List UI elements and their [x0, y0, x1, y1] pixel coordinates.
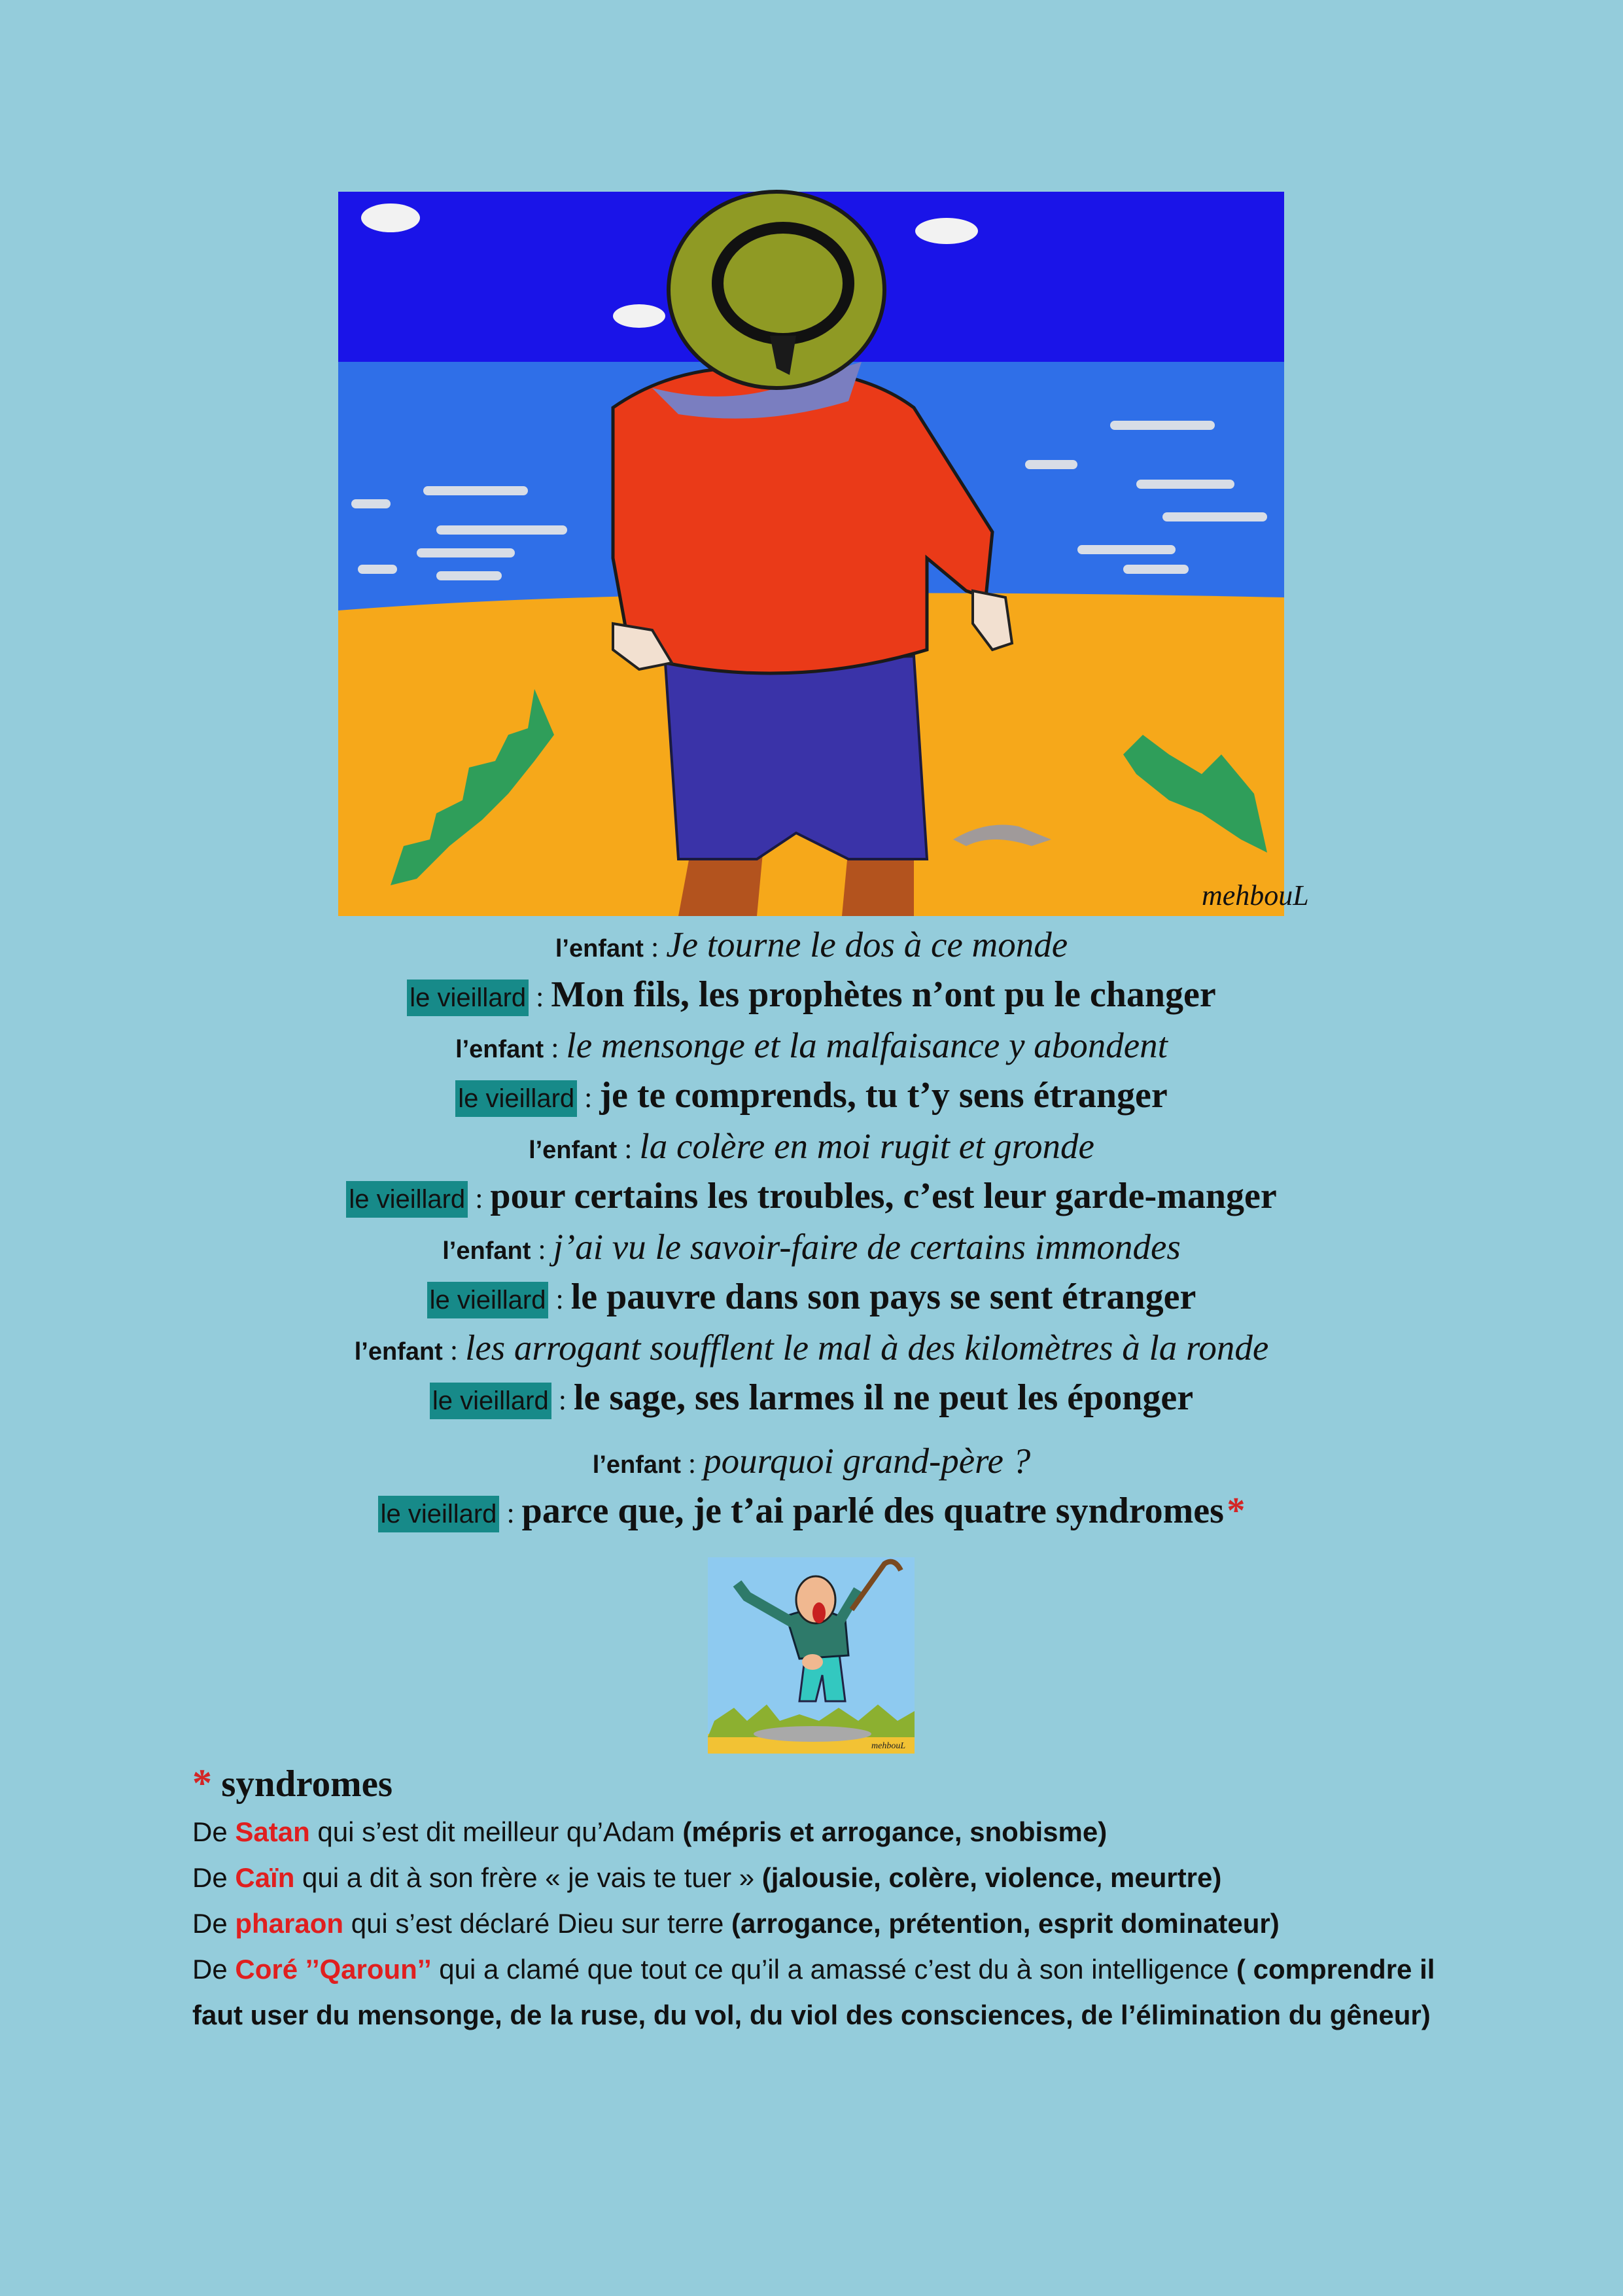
speaker-child: l’enfant	[592, 1451, 681, 1479]
speaker-separator: :	[551, 1384, 574, 1416]
dialogue-text: j’ai vu le savoir-faire de certains immondes	[553, 1227, 1181, 1267]
dialogue-line	[0, 1020, 1623, 1070]
dialogue-line	[0, 970, 1623, 1020]
dialogue-text: pour certains les troubles, c’est leur garde-manger	[490, 1176, 1277, 1216]
syndrome-description: qui a clamé que tout ce qu’il a amassé c’est du à son intelligence	[431, 1954, 1237, 1985]
cloud	[361, 203, 420, 232]
cloud	[915, 218, 978, 244]
syndrome-item	[192, 1809, 1435, 1855]
syndrome-name: Satan	[235, 1816, 310, 1847]
syndrome-item	[192, 1947, 1435, 2038]
speaker-separator: :	[468, 1182, 491, 1214]
painting-man-facing-sea	[338, 192, 1309, 916]
speaker-separator: :	[544, 1032, 567, 1064]
syndrome-description: qui a dit à son frère « je vais te tuer »	[294, 1862, 762, 1893]
notes-title	[192, 1757, 1435, 1809]
speaker-child: l’enfant	[555, 935, 644, 963]
speaker-separator: :	[643, 931, 667, 963]
dialogue-line	[0, 1486, 1623, 1536]
syndrome-traits: ( comprendre il faut user du mensonge, de la ruse, du vol, du viol des consciences, de l’élimination du gêneur)	[192, 1954, 1435, 2030]
dialogue-line	[0, 1436, 1623, 1486]
syndrome-description: qui s’est déclaré Dieu sur terre	[343, 1908, 731, 1939]
syndrome-item	[192, 1901, 1435, 1947]
syndrome-description: qui s’est dit meilleur qu’Adam	[309, 1816, 683, 1847]
speaker-child: l’enfant	[529, 1137, 618, 1164]
speaker-separator: :	[529, 981, 551, 1013]
note-prefix: De	[192, 1862, 236, 1893]
speaker-old-man: le vieillard	[346, 1181, 468, 1218]
dialogue-text: parce que, je t’ai parlé des quatre syndromes	[521, 1491, 1224, 1531]
dialogue-line	[0, 1121, 1623, 1171]
speaker-old-man: le vieillard	[378, 1496, 500, 1532]
syndrome-traits: (arrogance, prétention, esprit dominateur)	[731, 1908, 1280, 1939]
dialogue	[0, 919, 1623, 1536]
dialogue-text: le mensonge et la malfaisance y abondent	[566, 1025, 1168, 1065]
dialogue-line	[0, 1070, 1623, 1121]
speaker-old-man: le vieillard	[427, 1282, 549, 1318]
dialogue-text: je te comprends, tu t’y sens étranger	[599, 1075, 1168, 1116]
syndrome-item	[192, 1855, 1435, 1901]
syndrome-name: Coré ’’Qaroun’’	[235, 1954, 432, 1985]
speaker-separator: :	[499, 1497, 522, 1529]
dialogue-text: Mon fils, les prophètes n’ont pu le changer	[551, 974, 1216, 1015]
speaker-separator: :	[617, 1133, 640, 1165]
notes-title-text: syndromes	[221, 1763, 393, 1805]
dialogue-line	[0, 1322, 1623, 1373]
illustration-rock	[754, 1726, 871, 1742]
dialogue-text: les arrogant soufflent le mal à des kilomètres à la ronde	[465, 1328, 1269, 1368]
syndrome-traits: (mépris et arrogance, snobisme)	[682, 1816, 1108, 1847]
dialogue-line	[0, 1373, 1623, 1423]
dialogue-text: la colère en moi rugit et gronde	[639, 1126, 1094, 1166]
speaker-old-man: le vieillard	[430, 1383, 551, 1419]
trousers	[665, 656, 927, 859]
footnote-asterisk: *	[1227, 1491, 1246, 1531]
speaker-child: l’enfant	[442, 1237, 531, 1265]
dialogue-text: le sage, ses larmes il ne peut les éponger	[573, 1377, 1194, 1418]
speaker-separator: :	[531, 1233, 553, 1265]
dialogue-text: le pauvre dans son pays se sent étranger	[570, 1277, 1196, 1317]
illustration-signature: mehbouL	[871, 1741, 906, 1751]
speaker-child: l’enfant	[354, 1338, 443, 1366]
syndromes-notes	[192, 1757, 1435, 2038]
illustration-belly	[802, 1654, 823, 1670]
note-prefix: De	[192, 1816, 236, 1847]
cloud	[613, 304, 665, 328]
speaker-old-man: le vieillard	[407, 980, 529, 1016]
syndrome-traits: (jalousie, colère, violence, meurtre)	[761, 1862, 1222, 1893]
asterisk: *	[192, 1761, 212, 1805]
old-man-svg	[708, 1557, 915, 1754]
dialogue-line	[0, 1171, 1623, 1222]
note-prefix: De	[192, 1908, 236, 1939]
old-man-illustration	[708, 1557, 915, 1754]
speaker-separator: :	[442, 1334, 466, 1366]
speaker-separator: :	[548, 1283, 571, 1315]
dialogue-text: Je tourne le dos à ce monde	[666, 925, 1068, 964]
syndrome-name: Caïn	[235, 1862, 295, 1893]
note-prefix: De	[192, 1954, 236, 1985]
painting-svg	[338, 192, 1309, 916]
dialogue-text: pourquoi grand-père ?	[703, 1441, 1031, 1481]
syndrome-name: pharaon	[235, 1908, 344, 1939]
illustration-mouth	[812, 1602, 826, 1623]
speaker-old-man: le vieillard	[455, 1080, 577, 1117]
dialogue-line	[0, 919, 1623, 970]
speaker-separator: :	[577, 1082, 600, 1114]
dialogue-line	[0, 1222, 1623, 1272]
notes-list	[192, 1809, 1435, 2038]
dialogue-line	[0, 1272, 1623, 1322]
painting-signature: mehbouL	[1202, 879, 1309, 911]
speaker-child: l’enfant	[455, 1036, 544, 1063]
speaker-separator: :	[680, 1447, 704, 1479]
